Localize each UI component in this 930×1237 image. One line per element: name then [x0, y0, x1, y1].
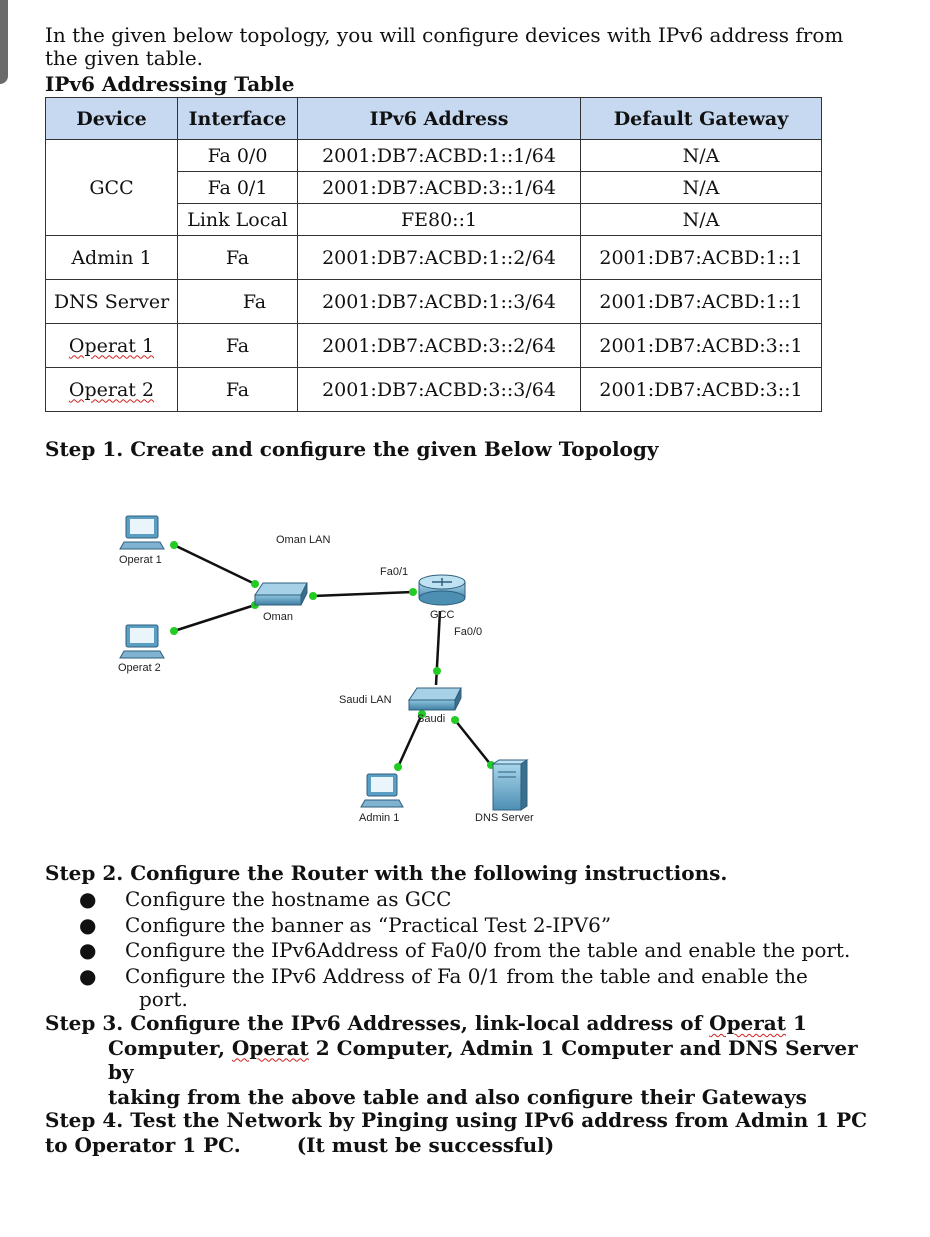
step1-heading: Step 1. Create and configure the given Below Topology	[45, 437, 659, 461]
table-cell: 2001:DB7:ACBD:3::1/64	[298, 172, 581, 204]
link-operat1-oman	[174, 545, 255, 584]
spellcheck-underlined-text: Operat 1	[68, 334, 155, 357]
table-cell: 2001:DB7:ACBD:1::1	[581, 280, 822, 324]
table-cell: 2001:DB7:ACBD:1::1	[581, 236, 822, 280]
bullet-icon: ●	[79, 912, 97, 937]
table-cell: Fa	[178, 324, 298, 368]
dns-server-label: DNS Server	[475, 812, 534, 824]
table-cell: Fa	[178, 368, 298, 412]
list-item	[45, 887, 885, 913]
table-row	[46, 324, 822, 368]
list-item-text: Configure the hostname as GCC	[125, 887, 452, 911]
operat2-pc-icon	[120, 625, 164, 658]
table-cell: Admin 1	[46, 236, 178, 280]
operat1-label: Operat 1	[119, 554, 162, 566]
spellcheck-underlined-text: Operat	[231, 1035, 309, 1060]
step4-line1: Step 4. Test the Network by Pinging using IPv6 address from Admin 1 PC	[45, 1108, 868, 1132]
table-cell	[46, 324, 178, 368]
gcc-router-icon	[419, 575, 465, 605]
list-item	[45, 913, 885, 939]
ipv6-addressing-table	[45, 97, 822, 412]
list-item-text: Configure the banner as “Practical Test 2-IPV6”	[125, 912, 612, 937]
spellcheck-underlined-text: Operat	[709, 1011, 787, 1035]
step3-label: Step 3.	[45, 1011, 124, 1035]
step3-paragraph	[45, 1011, 859, 1109]
link-light	[394, 763, 402, 771]
oman-switch-icon	[255, 583, 307, 605]
fa01-label: Fa0/1	[380, 566, 409, 578]
table-row	[46, 280, 822, 324]
link-light	[170, 627, 178, 635]
table-cell: DNS Server	[46, 280, 178, 324]
saudi-lan-label: Saudi LAN	[339, 694, 392, 706]
table-row	[46, 140, 822, 172]
table-cell: 2001:DB7:ACBD:3::1	[581, 324, 822, 368]
table-title: IPv6 Addressing Table	[45, 72, 295, 96]
list-item	[45, 964, 885, 1013]
table-cell: N/A	[581, 140, 822, 172]
link-light	[251, 580, 259, 588]
list-item-continuation: port.	[139, 987, 188, 1011]
bullet-icon: ●	[79, 938, 97, 962]
table-cell: N/A	[581, 172, 822, 204]
operat1-pc-icon	[120, 516, 164, 549]
table-cell: 2001:DB7:ACBD:1::3/64	[298, 280, 581, 324]
table-cell: N/A	[581, 204, 822, 236]
step4-text: to Operator 1 PC.	[45, 1133, 241, 1157]
oman-lan-label: Oman LAN	[276, 534, 331, 546]
header-interface: Interface	[178, 98, 298, 140]
step3-text: 1	[792, 1011, 807, 1035]
table-cell: 2001:DB7:ACBD:3::3/64	[298, 368, 581, 412]
table-cell: 2001:DB7:ACBD:1::2/64	[298, 236, 581, 280]
table-cell: 2001:DB7:ACBD:3::2/64	[298, 324, 581, 368]
admin1-label: Admin 1	[359, 812, 400, 824]
spellcheck-underlined-text: Operat 2	[68, 378, 155, 401]
fa00-label: Fa0/0	[454, 626, 483, 638]
table-cell: Fa	[178, 236, 298, 280]
header-device: Device	[46, 98, 178, 140]
list-item	[45, 938, 885, 964]
table-cell: Fa 0/1	[178, 172, 298, 204]
step4-note: (It must be successful)	[296, 1133, 555, 1157]
link-light	[409, 588, 417, 596]
step3-text: 2 Computer, Admin 1 Computer and DNS Server by	[108, 1035, 858, 1084]
header-ipv6-address: IPv6 Address	[298, 98, 581, 140]
step3-line2	[45, 1036, 859, 1085]
link-light	[170, 541, 178, 549]
table-row	[46, 236, 822, 280]
gcc-label: GCC	[430, 609, 455, 621]
step2-heading: Step 2. Configure the Router with the following instructions.	[45, 861, 728, 885]
link-light	[309, 592, 317, 600]
gcc-device-cell: GCC	[46, 140, 178, 236]
step2-instructions-list	[45, 887, 885, 1013]
table-cell: FE80::1	[298, 204, 581, 236]
step3-text: Configure the IPv6 Addresses, link-local address of	[130, 1011, 703, 1035]
step3-text: Computer,	[108, 1035, 225, 1060]
bullet-icon: ●	[79, 963, 97, 988]
list-item-text: Configure the IPv6Address of Fa0/0 from the table and enable the port.	[125, 938, 851, 962]
table-cell: Fa	[178, 280, 298, 324]
step3-line3: taking from the above table and also configure their Gateways	[108, 1084, 807, 1109]
table-cell: 2001:DB7:ACBD:1::1/64	[298, 140, 581, 172]
table-cell: Link Local	[178, 204, 298, 236]
intro-text: In the given below topology, you will configure devices with IPv6 address from the given table.	[45, 23, 844, 70]
link-light	[451, 716, 459, 724]
step4-line2	[45, 1133, 554, 1157]
network-topology-diagram	[100, 500, 580, 840]
link-operat2-oman	[174, 605, 255, 631]
link-saudi-dns	[455, 720, 491, 765]
table-header-row	[46, 98, 822, 140]
saudi-switch-icon	[409, 688, 461, 710]
header-default-gateway: Default Gateway	[581, 98, 822, 140]
operat2-label: Operat 2	[118, 662, 161, 674]
page-edge-tab	[0, 0, 8, 84]
table-cell: 2001:DB7:ACBD:3::1	[581, 368, 822, 412]
bullet-icon: ●	[79, 887, 97, 911]
link-oman-gcc	[313, 592, 413, 596]
table-cell: Fa 0/0	[178, 140, 298, 172]
dns-server-icon	[493, 760, 527, 810]
saudi-label: Saudi	[417, 713, 446, 725]
table-row	[46, 368, 822, 412]
oman-label: Oman	[263, 611, 293, 623]
table-cell	[46, 368, 178, 412]
list-item-text: Configure the IPv6 Address of Fa 0/1 from the table and enable the	[125, 963, 808, 988]
link-light	[433, 667, 441, 675]
admin1-pc-icon	[361, 774, 403, 807]
